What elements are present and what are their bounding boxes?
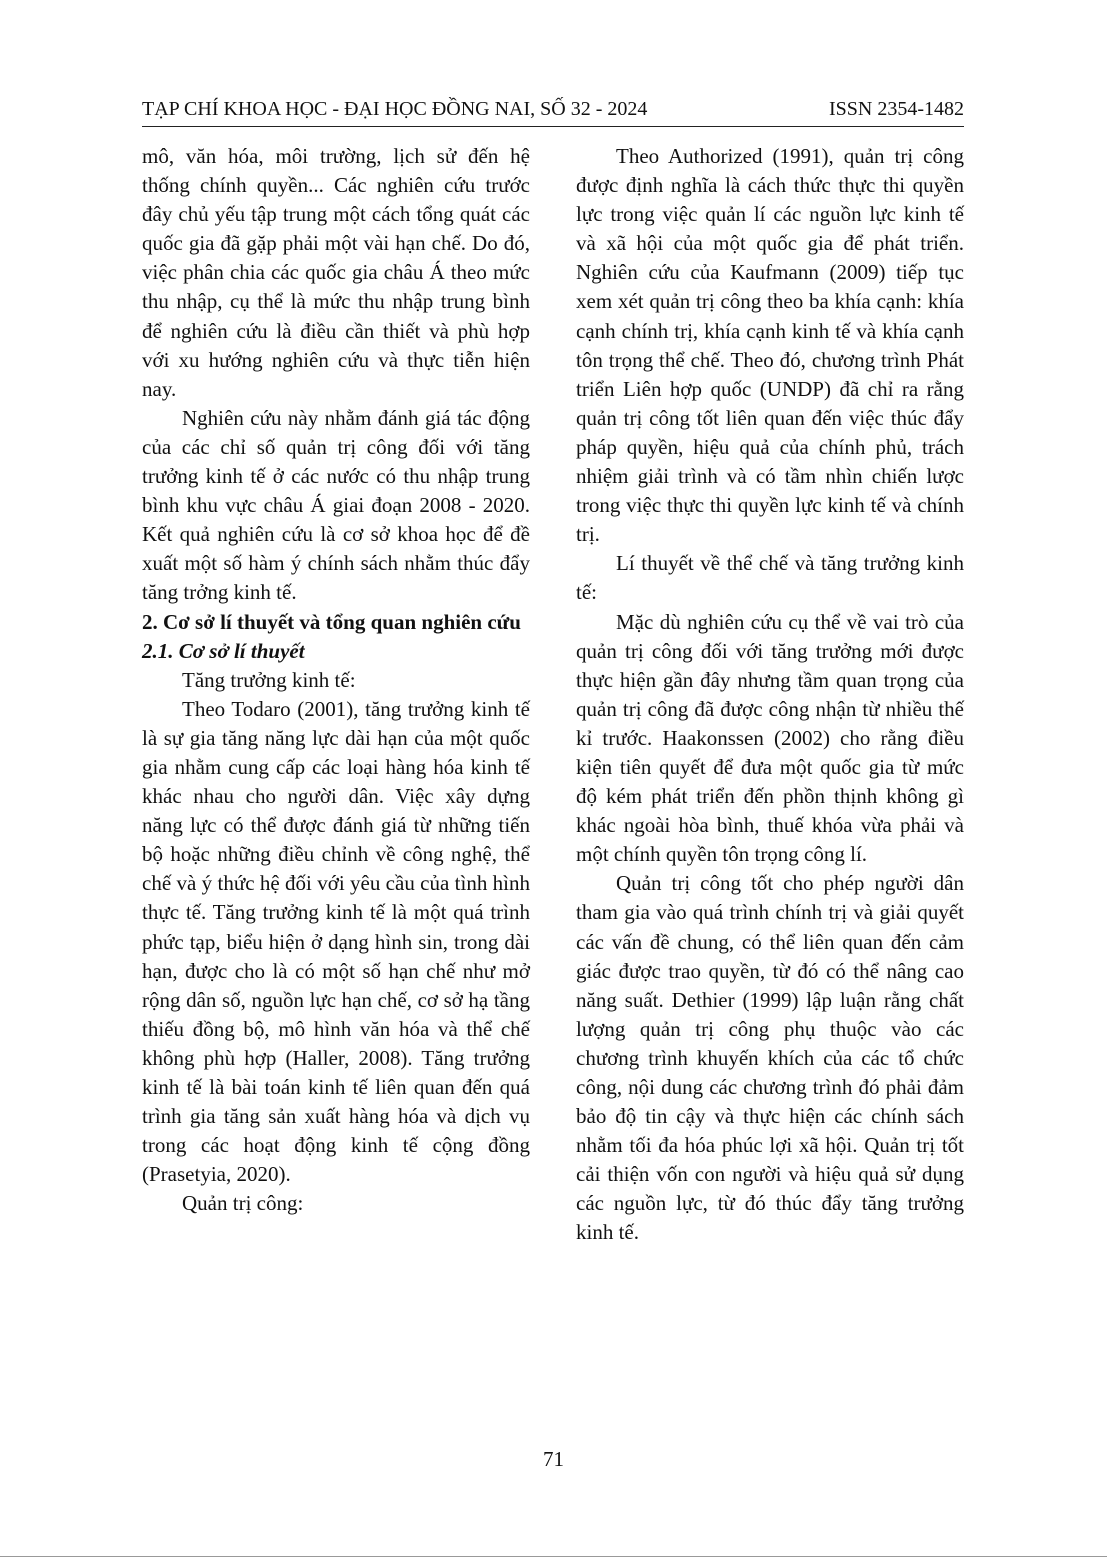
journal-title: TẠP CHÍ KHOA HỌC - ĐẠI HỌC ĐỒNG NAI, SỐ 32 - 2024 xyxy=(142,98,648,120)
page-bottom-rule xyxy=(0,1556,1107,1557)
paragraph: mô, văn hóa, môi trường, lịch sử đến hệ thống chính quyền... Các nghiên cứu trước đây chủ yếu tập trung một cách tổng quát các quốc gia đã gặp phải một vài hạn chế. Do đó, việc phân chia các quốc gia châu Á theo mức thu nhập, cụ thể là mức thu nhập trung bình để nghiên cứu là điều cần thiết và phù hợp với xu hướng nghiên cứu và thực tiễn hiện nay. xyxy=(142,144,530,401)
running-header xyxy=(142,97,964,121)
header-rule xyxy=(142,126,964,127)
paragraph: Theo Authorized (1991), quản trị công được định nghĩa là cách thức thực thi quyền lực trong việc quản lí các nguồn lực kinh tế và xã hội của một quốc gia để phát triển. Nghiên cứu của Kaufmann (2009) tiếp tục xem xét quản trị công theo ba khía cạnh: khía cạnh chính trị, khía cạnh kinh tế và khía cạnh tôn trọng thể chế. Theo đó, chương trình Phát triển Liên hợp quốc (UNDP) đã chỉ ra rằng quản trị công tốt liên quan đến việc thúc đẩy pháp quyền, hiệu quả của chính phủ, trách nhiệm giải trình và có tầm nhìn chiến lược trong việc thực thi quyền lực kinh tế và chính trị. xyxy=(576,144,964,547)
section-heading: 2. Cơ sở lí thuyết và tổng quan nghiên cứu xyxy=(142,609,521,634)
issn: ISSN 2354-1482 xyxy=(828,98,964,120)
left-column xyxy=(142,142,530,1218)
paragraph: Tăng trưởng kinh tế: xyxy=(182,667,356,692)
paragraph: Quản trị công tốt cho phép người dân tham gia vào quá trình chính trị và giải quyết các vấn đề chung, có thể liên quan đến cảm giác được trao quyền, từ đó có thể nâng cao năng suất. Dethier (1999) lập luận rằng chất lượng quản trị công phụ thuộc vào các chương trình khuyến khích của các tổ chức công, nội dung các chương trình đó phải đảm bảo độ tin cậy và thực hiện các chính sách nhằm tối đa hóa phúc lợi xã hội. Quản trị tốt cải thiện vốn con người và hiệu quả sử dụng các nguồn lực, từ đó thúc đẩy tăng trưởng kinh tế. xyxy=(576,871,964,1245)
paragraph: Nghiên cứu này nhằm đánh giá tác động của các chỉ số quản trị công đối với tăng trưởng kinh tế ở các nước có thu nhập trung bình khu vực châu Á giai đoạn 2008 - 2020. Kết quả nghiên cứu là cơ sở khoa học để đề xuất một số hàm ý chính sách nhằm thúc đẩy tăng trởng kinh tế. xyxy=(142,405,530,605)
subsection-heading: 2.1. Cơ sở lí thuyết xyxy=(142,638,305,663)
paragraph: Lí thuyết về thể chế và tăng trưởng kinh tế: xyxy=(576,551,964,605)
page-number: 71 xyxy=(543,1447,564,1471)
paragraph: Quản trị công: xyxy=(182,1191,304,1216)
right-column xyxy=(576,142,964,1248)
paragraph: Theo Todaro (2001), tăng trưởng kinh tế là sự gia tăng năng lực dài hạn của một quốc gia nhằm cung cấp các loại hàng hóa kinh tế khác nhau cho người dân. Việc xây dựng năng lực có thể được đánh giá từ những tiến bộ hoặc những điều chỉnh về công nghệ, thể chế và ý thức hệ đối với yêu cầu của tình hình thực tế. Tăng trưởng kinh tế là một quá trình phức tạp, biểu hiện ở dạng hình sin, trong dài hạn, được cho là có một số hạn chế như mở rộng dân số, nguồn lực hạn chế, cơ sở hạ tầng thiếu đồng bộ, mô hình văn hóa và thể chế không phù hợp (Haller, 2008). Tăng trưởng kinh tế là bài toán kinh tế liên quan đến quá trình gia tăng sản xuất hàng hóa và dịch vụ trong các hoạt động kinh tế cộng đồng (Prasetyia, 2020). xyxy=(142,696,530,1187)
paragraph: Mặc dù nghiên cứu cụ thể về vai trò của quản trị công đối với tăng trưởng mới được thực hiện gần đây nhưng tầm quan trọng của quản trị công đã được công nhận từ nhiều thế kỉ trước. Haakonssen (2002) cho rằng điều kiện tiên quyết để đưa một quốc gia từ mức độ kém phát triển đến phồn thịnh không gì khác ngoài hòa bình, thuế khóa vừa phải và một chính quyền tôn trọng công lí. xyxy=(576,609,964,867)
